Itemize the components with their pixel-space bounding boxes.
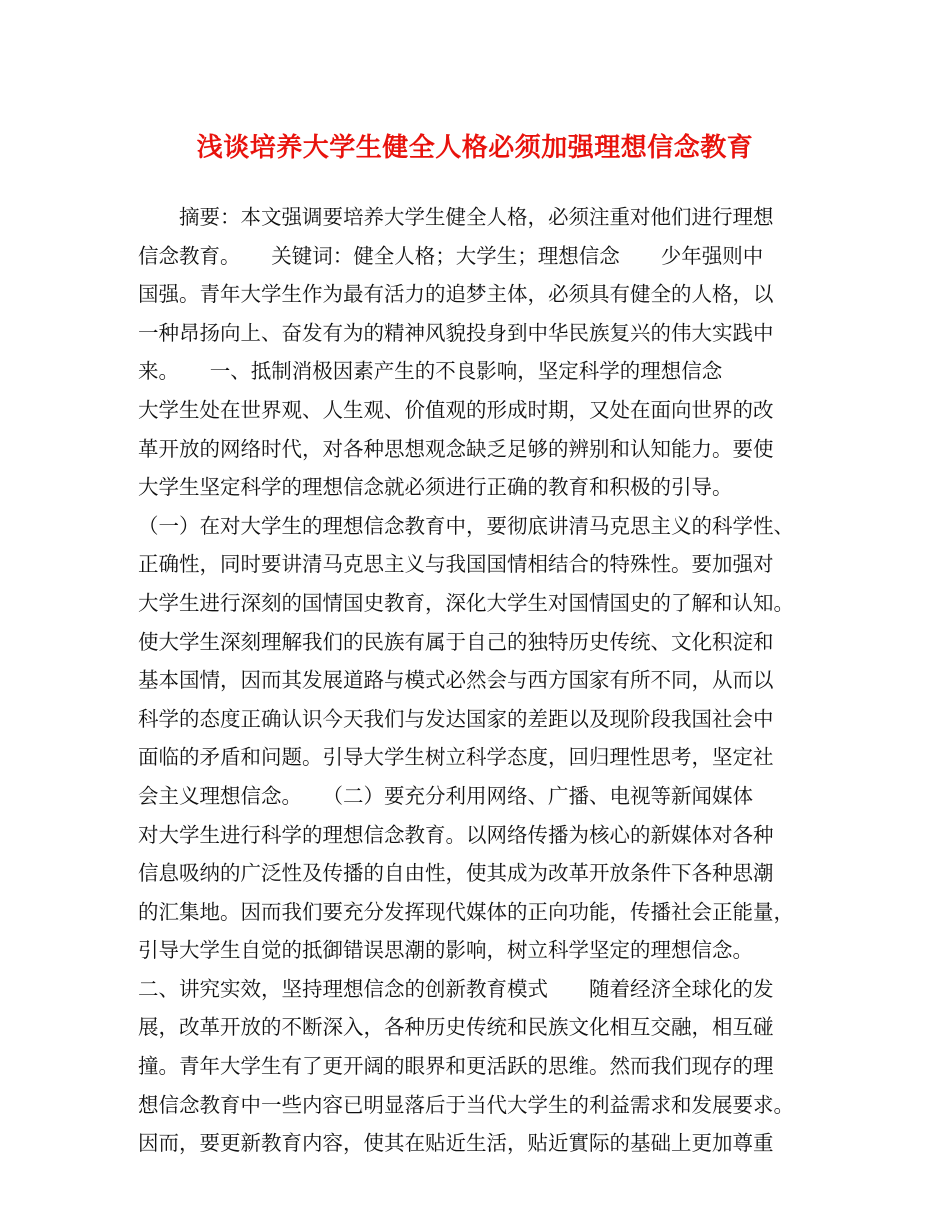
body-line: 科学的态度正确认识今天我们与发达国家的差距以及现阶段我国社会中 [138, 706, 774, 731]
body-line: 信息吸纳的广泛性及传播的自由性，使其成为改革开放条件下各种思潮 [138, 861, 774, 886]
body-line: 国强。青年大学生作为最有活力的追梦主体，必须具有健全的人格，以 [138, 282, 774, 307]
body-line: 摘要：本文强调要培养大学生健全人格，必须注重对他们进行理想 [138, 205, 774, 229]
body-line: 来。 一、抵制消极因素产生的不良影响，坚定科学的理想信念 [138, 359, 723, 384]
body-line: 信念教育。 关键词：健全人格；大学生；理想信念 少年强则中 [138, 243, 764, 268]
body-line: 面临的矛盾和问题。引导大学生树立科学态度，回归理性思考，坚定社 [138, 745, 774, 770]
body-line: （一）在对大学生的理想信念教育中，要彻底讲清马克思主义的科学性、 [138, 513, 794, 538]
body-line: 大学生处在世界观、人生观、价值观的形成时期，又处在面向世界的改 [138, 397, 774, 422]
body-line: 引导大学生自觉的抵御错误思潮的影响，树立科学坚定的理想信念。 [138, 938, 753, 963]
body-line: 基本国情，因而其发展道路与模式必然会与西方国家有所不同，从而以 [138, 668, 774, 693]
document-title: 浅谈培养大学生健全人格必须加强理想信念教育 [196, 133, 754, 163]
body-line: 因而，要更新教育内容，使其在贴近生活，贴近實际的基础上更加尊重 [138, 1131, 774, 1156]
body-line: 一种昂扬向上、奋发有为的精神风貌投身到中华民族复兴的伟大实践中 [138, 320, 774, 345]
body-line: 使大学生深刻理解我们的民族有属于自己的独特历史传统、文化积淀和 [138, 629, 774, 654]
body-line: 大学生进行深刻的国情国史教育，深化大学生对国情国史的了解和认知。 [138, 590, 794, 615]
body-line: 对大学生进行科学的理想信念教育。以网络传播为核心的新媒体对各种 [138, 822, 774, 847]
body-line: 会主义理想信念。 （二）要充分利用网络、广播、电视等新闻媒体 [138, 783, 753, 808]
body-line: 正确性，同时要讲清马克思主义与我国国情相结合的特殊性。要加强对 [138, 552, 774, 577]
body-line: 革开放的网络时代，对各种思想观念缺乏足够的辨别和认知能力。要使 [138, 436, 774, 461]
body-line: 二、讲究实效，坚持理想信念的创新教育模式 随着经济全球化的发 [138, 976, 774, 1001]
body-line: 想信念教育中一些内容已明显落后于当代大学生的利益需求和发展要求。 [138, 1092, 794, 1117]
body-line: 的汇集地。因而我们要充分发挥现代媒体的正向功能，传播社会正能量， [138, 899, 794, 924]
body-line: 展，改革开放的不断深入，各种历史传统和民族文化相互交融，相互碰 [138, 1015, 774, 1040]
body-line: 大学生坚定科学的理想信念就必须进行正确的教育和积极的引导。 [138, 475, 733, 500]
body-line: 撞。青年大学生有了更开阔的眼界和更活跃的思维。然而我们现存的理 [138, 1054, 774, 1079]
document-body [138, 198, 818, 1163]
